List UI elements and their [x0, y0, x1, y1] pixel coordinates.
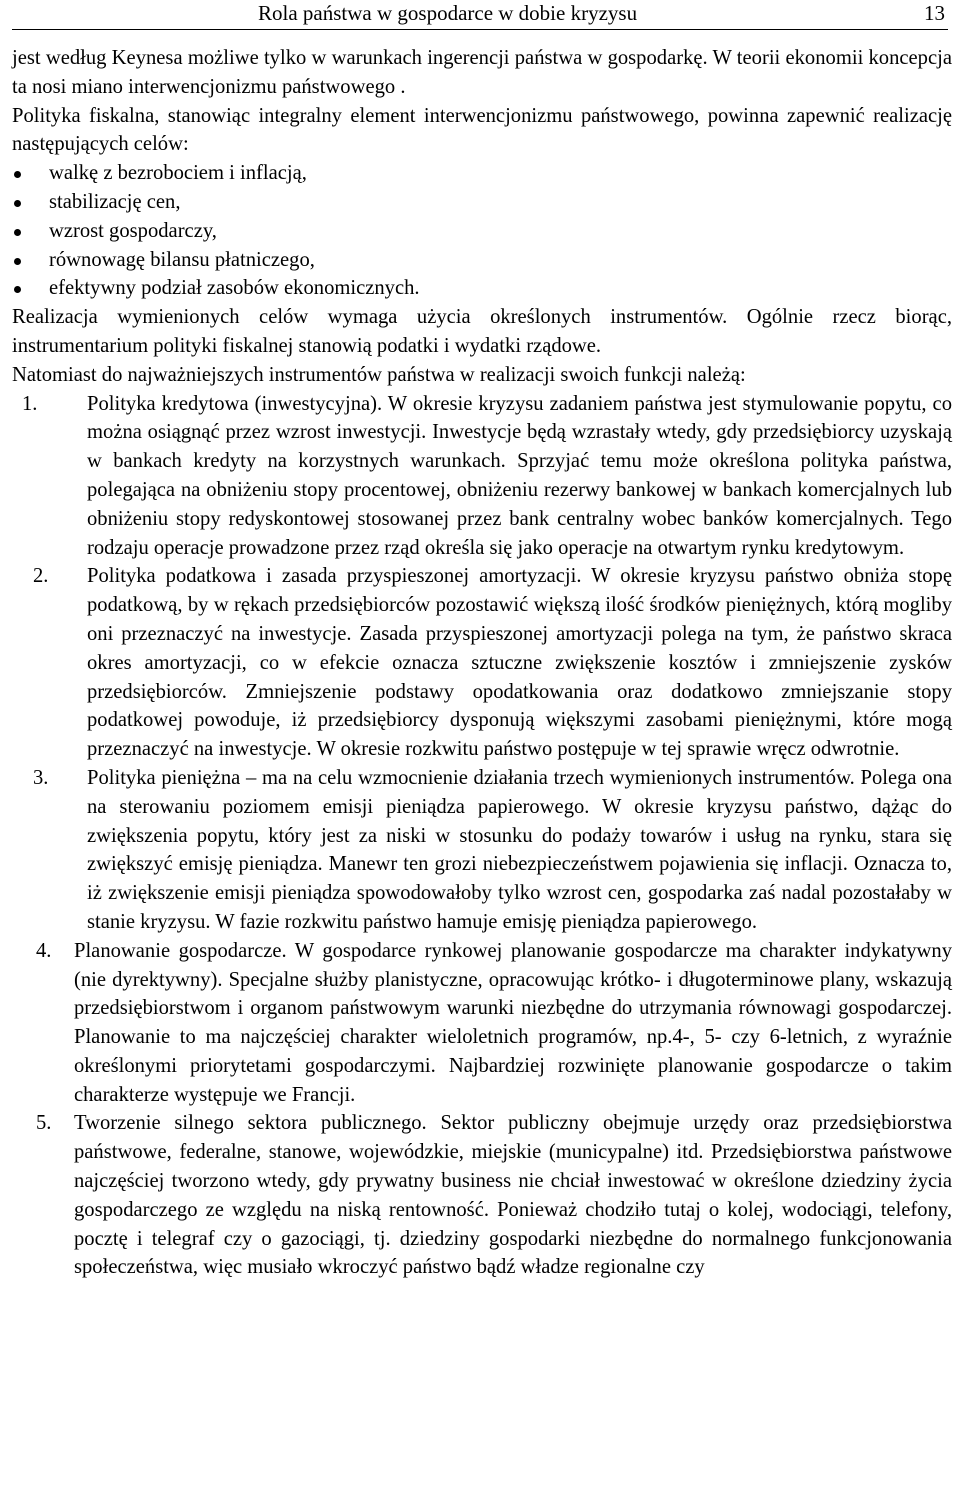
instruments-intro: Natomiast do najważniejszych instrumentów państwa w realizacji swoich funkcji należą:: [12, 363, 746, 386]
numbered-item-3: [12, 764, 952, 937]
item-number: 4.: [36, 939, 52, 962]
list-item: stabilizację cen,: [12, 188, 952, 217]
bullet-icon: [14, 171, 21, 178]
instruments-paragraph: Realizacja wymienionych celów wymaga użycia określonych instrumentów. Ogólnie rzecz biorąc, instrumentarium polityki fiskalnej stanowią podatki i wydatki rządowe.: [12, 306, 952, 357]
bullet-icon: [14, 258, 21, 265]
bullet-icon: [14, 200, 21, 207]
numbered-item-5: [12, 1109, 952, 1282]
item-text: Polityka podatkowa i zasada przyspieszonej amortyzacji. W okresie kryzysu państwo obniża stopę podatkową, by w rękach przedsiębiorców pozostawić większą ilość środków pieniężnych, którą mogliby oni przeznaczyć na inwestycje. Zasada przyspieszonej amortyzacji polega na tym, że państwo skraca okres amortyzacji, co w efekcie oznacza sztuczne zwiększenie kosztów i zmniejszenie zysków przedsiębiorców. Zmniejszenie podstawy opodatkowania oraz dodatkowo zmniejszanie stopy podatkowej powoduje, iż przedsiębiorcy dysponują większymi zasobami pieniężnymi, które mogą przeznaczyć na inwestycje. W okresie rozkwitu państwo postępuje w tej sprawie wręcz odwrotnie.: [87, 565, 952, 761]
item-text: Polityka kredytowa (inwestycyjna). W okresie kryzysu zadaniem państwa jest stymulowanie popytu, co można osiągnąć przez wzrost inwestycji. Inwestycje będą wzrastały wtedy, gdy przedsiębiorcy uzyskają w bankach kredyty na korzystnych warunkach. Sprzyjać temu może określona polityka państwa, polegająca na obniżeniu stopy procentowej, obniżeniu rezerwy bankowej w bankach komercjalnych lub obniżeniu stopy redyskontowej stosowanej przez bank centralny wobec banków komercjalnych. Tego rodzaju operacje prowadzone przez rząd określa się jako operacje na otwartym rynku kredytowym.: [87, 392, 952, 559]
item-text: Polityka pieniężna – ma na celu wzmocnienie działania trzech wymienionych instrumentów. Polega ona na sterowaniu poziomem emisji pieniądza papierowego. W okresie kryzysu państwo, dążąc do zwiększenia popytu, który jest za niski w stosunku do podaży towarów i usług na rynku, stara się zwiększyć emisję pieniądza. Manewr ten grozi niebezpieczeństwem pojawienia się inflacji. Oznacza to, iż zwiększenie emisji pieniądza spowodowałoby tylko wzrost cen, gospodarka zaś nadal pozostałaby w stanie kryzysu. W fazie rozkwitu państwo hamuje emisję pieniądza papierowego.: [87, 766, 952, 933]
bullet-icon: [14, 229, 21, 236]
item-number: 2.: [33, 565, 49, 588]
item-text: Tworzenie silnego sektora publicznego. Sektor publiczny obejmuje urzędy oraz przedsiębiorstwa państwowe, federalne, stanowe, wojewódzkie, miejskie (municypalne) itd. Przedsiębiorstwa państwowe najczęściej tworzono wtedy, gdy prywatny business nie chciał inwestować w określone dziedziny życia gospodarczego ze względu na niską rentowność. Ponieważ chodziło tutaj o kolej, wodociągi, telefony, pocztę i telegraf czy o gazociągi, tj. dziedziny gospodarki niezbędne do normalnego funkcjonowania społeczeństwa, więc musiało wkroczyć państwo bądź władze regionalne czy: [74, 1112, 952, 1279]
list-item: wzrost gospodarczy,: [12, 217, 952, 246]
numbered-item-2: [12, 562, 952, 764]
running-title: Rola państwa w gospodarce w dobie kryzysu: [258, 1, 638, 25]
list-item: efektywny podział zasobów ekonomicznych.: [12, 274, 952, 303]
numbered-item-4: [12, 937, 952, 1110]
page-body: [12, 44, 952, 1282]
intro-paragraph: jest według Keynesa możliwe tylko w warunkach ingerencji państwa w gospodarkę. W teorii ekonomii koncepcja ta nosi miano interwencjonizmu państwowego .: [12, 47, 952, 98]
goals-list: [12, 159, 952, 303]
list-item: walkę z bezrobociem i inflacją,: [12, 159, 952, 188]
item-number: 3.: [33, 766, 49, 789]
list-item: równowagę bilansu płatniczego,: [12, 246, 952, 275]
item-number: 5.: [36, 1112, 52, 1135]
numbered-item-1: [12, 390, 952, 563]
bullet-icon: [14, 286, 21, 293]
item-number: 1.: [22, 392, 38, 415]
item-text: Planowanie gospodarcze. W gospodarce rynkowej planowanie gospodarcze ma charakter indykatywny (nie dyrektywny). Specjalne służby planistyczne, opracowując krótko- i długoterminowe plany, wskazują przedsiębiorstwom i organom państwowym warunki niezbędne do utrzymania równowagi gospodarczej. Planowanie to ma najczęściej charakter wieloletnich programów, np.4-, 5- czy 6-letnich, z wyraźnie określonymi priorytetami gospodarczymi. Najbardziej rozwinięte planowanie gospodarcze o takim charakterze występuje we Francji.: [74, 939, 952, 1106]
fiscal-policy-paragraph: Polityka fiskalna, stanowiąc integralny element interwencjonizmu państwowego, powinna zapewnić realizację następujących celów:: [12, 104, 952, 156]
page-header: [12, 0, 948, 30]
page-number: 13: [924, 1, 945, 25]
